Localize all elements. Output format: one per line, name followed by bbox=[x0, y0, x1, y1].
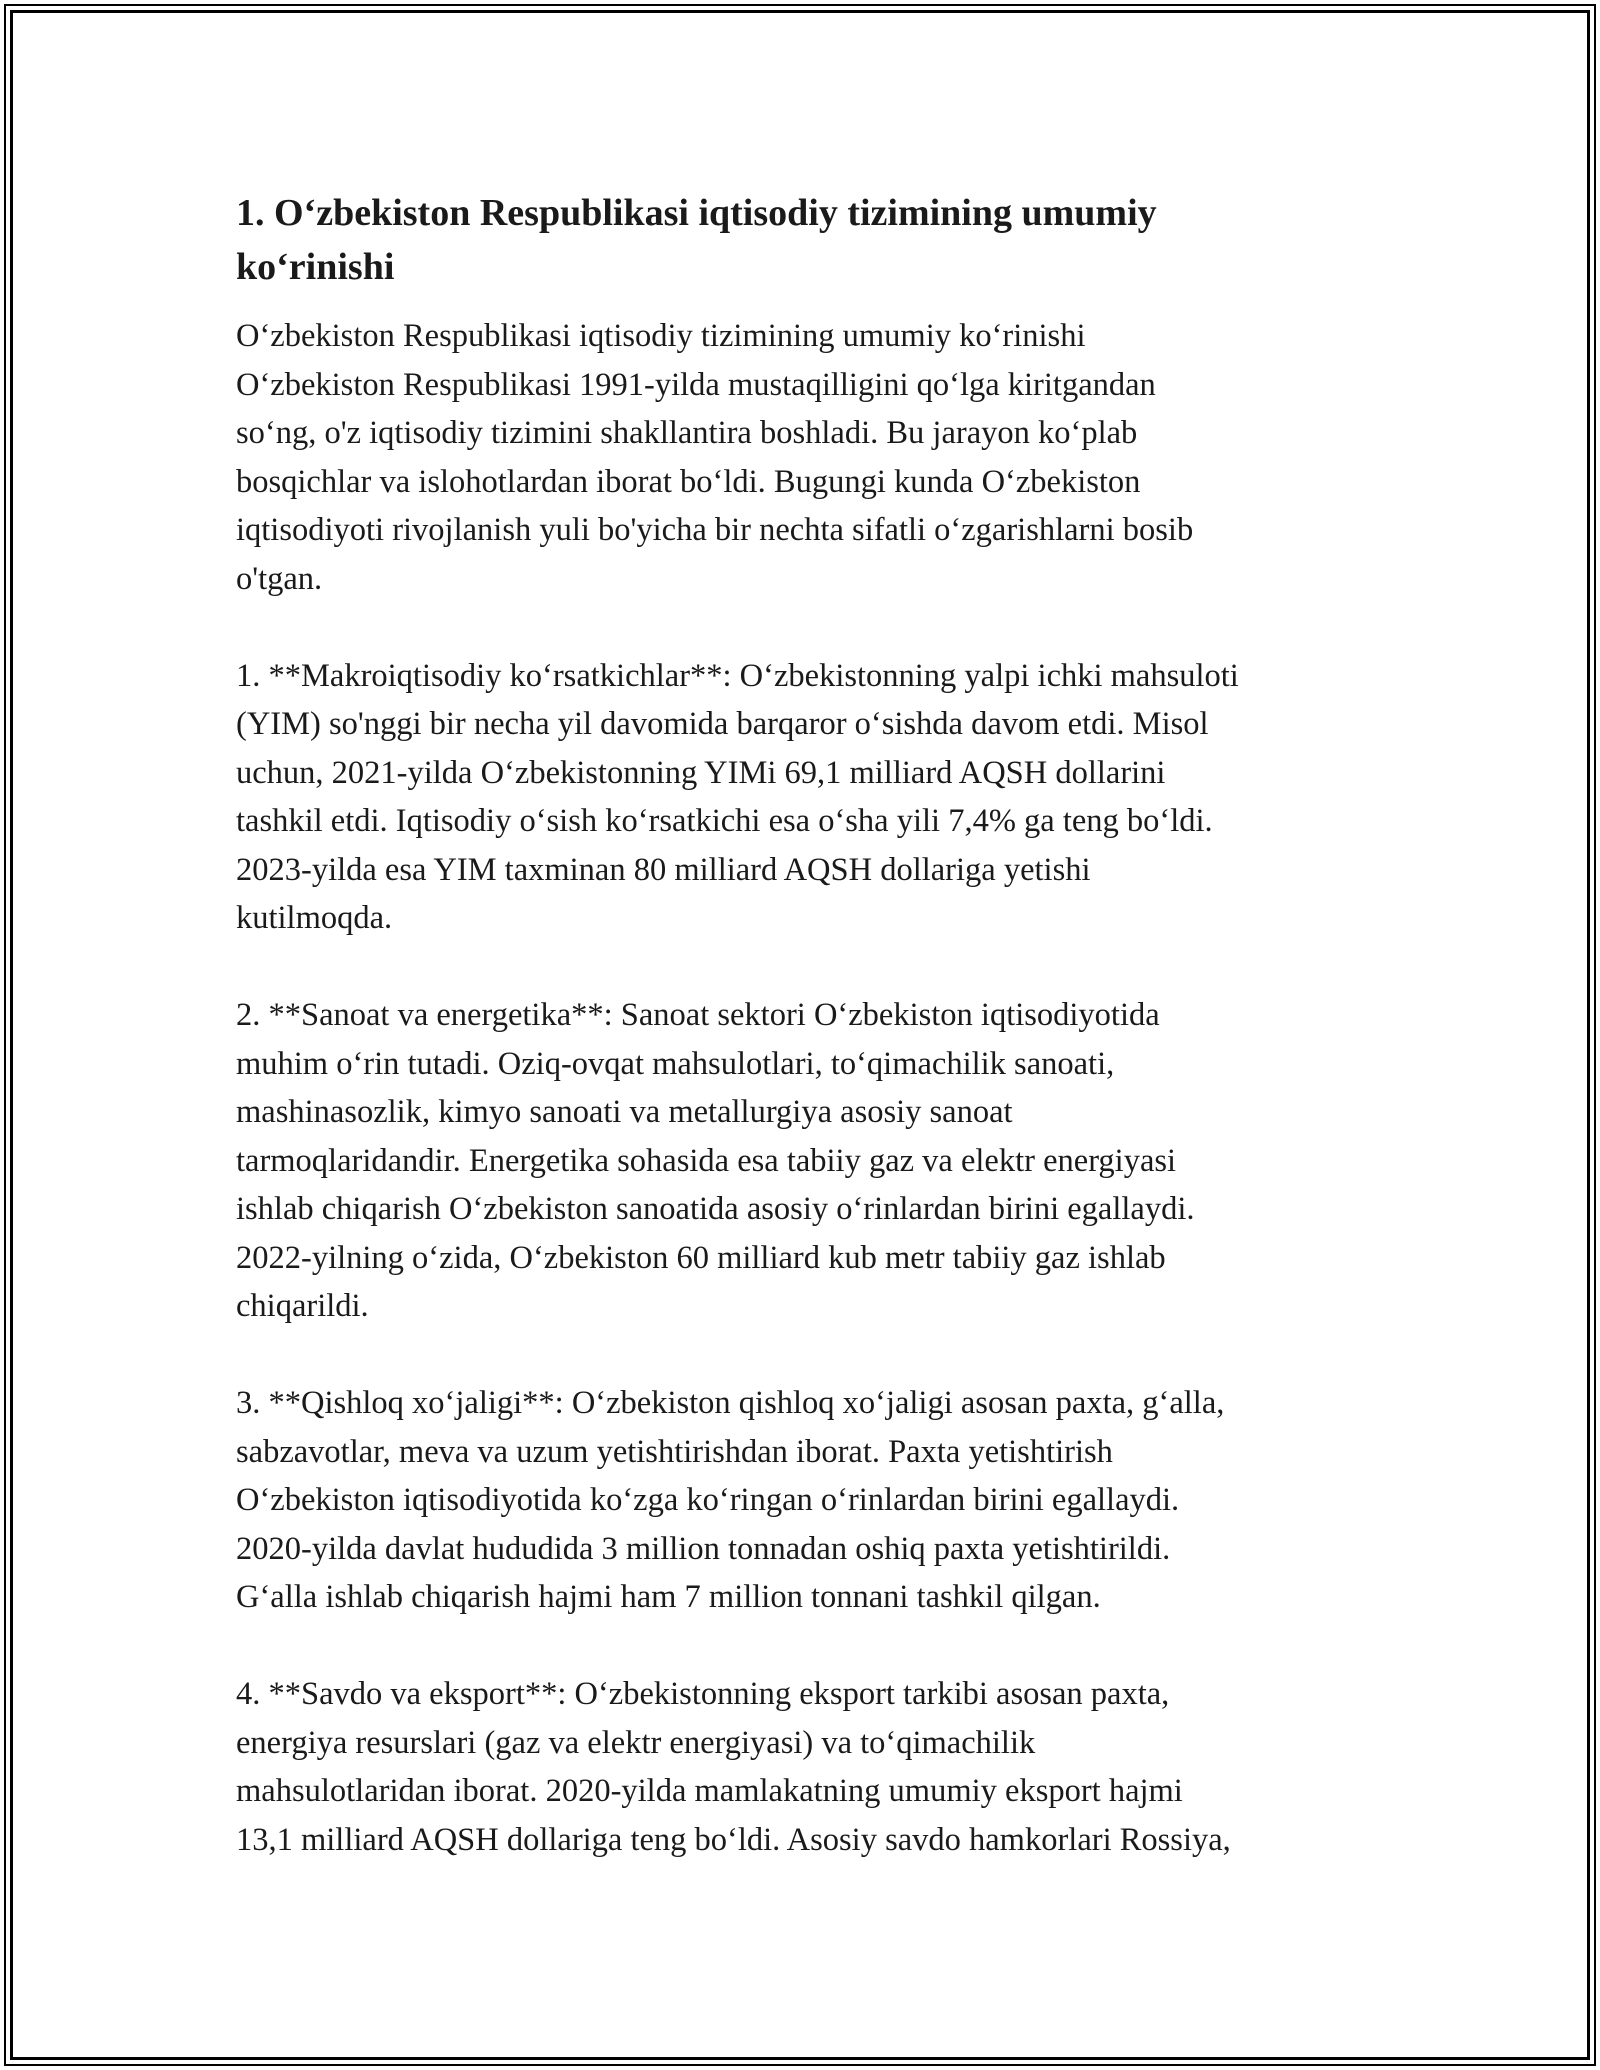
paragraph-intro: O‘zbekiston Respublikasi iqtisodiy tizimining umumiy ko‘rinishi O‘zbekiston Respublikasi 1991-yilda mustaqilligini qo‘lga kiritgandan so‘ng, o'z iqtisodiy tizimini shakllantira boshladi. Bu jarayon ko‘plab bosqichlar va islohotlardan iborat bo‘ldi. Bugungi kunda O‘zbekiston iqtisodiyoti rivojlanish yuli bo'yicha bir nechta sifatli o‘zgarishlarni bosib o'tgan. bbox=[236, 318, 1194, 597]
paragraph-agriculture: 3. **Qishloq xo‘jaligi**: O‘zbekiston qishloq xo‘jaligi asosan paxta, g‘alla, sabzavotlar, meva va uzum yetishtirishdan iborat. Paxta yetishtirish O‘zbekiston iqtisodiyotida ko‘zga ko‘ringan o‘rinlardan birini egallaydi. 2020-yilda davlat hududida 3 million tonnadan oshiq paxta yetishtirildi. G‘alla ishlab chiqarish hajmi ham 7 million tonnani tashkil qilgan. bbox=[236, 1385, 1225, 1615]
document-body bbox=[236, 186, 1396, 1913]
document-title: 1. O‘zbekiston Respublikasi iqtisodiy tizimining umumiy ko‘rinishi bbox=[236, 192, 1157, 288]
paragraph-industry-energy: 2. **Sanoat va energetika**: Sanoat sektori O‘zbekiston iqtisodiyotida muhim o‘rin tutadi. Oziq-ovqat mahsulotlari, to‘qimachilik sanoati, mashinasozlik, kimyo sanoati va metallurgiya asosiy sanoat tarmoqlaridandir. Energetika sohasida esa tabiiy gaz va elektr energiyasi ishlab chiqarish O‘zbekiston sanoatida asosiy o‘rinlardan birini egallaydi. 2022-yilning o‘zida, O‘zbekiston 60 milliard kub metr tabiiy gaz ishlab chiqarildi. bbox=[236, 997, 1195, 1324]
paragraph-macroeconomic-indicators: 1. **Makroiqtisodiy ko‘rsatkichlar**: O‘zbekistonning yalpi ichki mahsuloti (YIM) so'nggi bir necha yil davomida barqaror o‘sishda davom etdi. Misol uchun, 2021-yilda O‘zbekistonning YIMi 69,1 milliard AQSH dollarini tashkil etdi. Iqtisodiy o‘sish ko‘rsatkichi esa o‘sha yili 7,4% ga teng bo‘ldi. 2023-yilda esa YIM taxminan 80 milliard AQSH dollariga yetishi kutilmoqda. bbox=[236, 657, 1239, 936]
paragraph-trade-export: 4. **Savdo va eksport**: O‘zbekistonning eksport tarkibi asosan paxta, energiya resurslari (gaz va elektr energiyasi) va to‘qimachilik mahsulotlaridan iborat. 2020-yilda mamlakatning umumiy eksport hajmi 13,1 milliard AQSH dollariga teng bo‘ldi. Asosiy savdo hamkorlari Rossiya, bbox=[236, 1676, 1231, 1858]
